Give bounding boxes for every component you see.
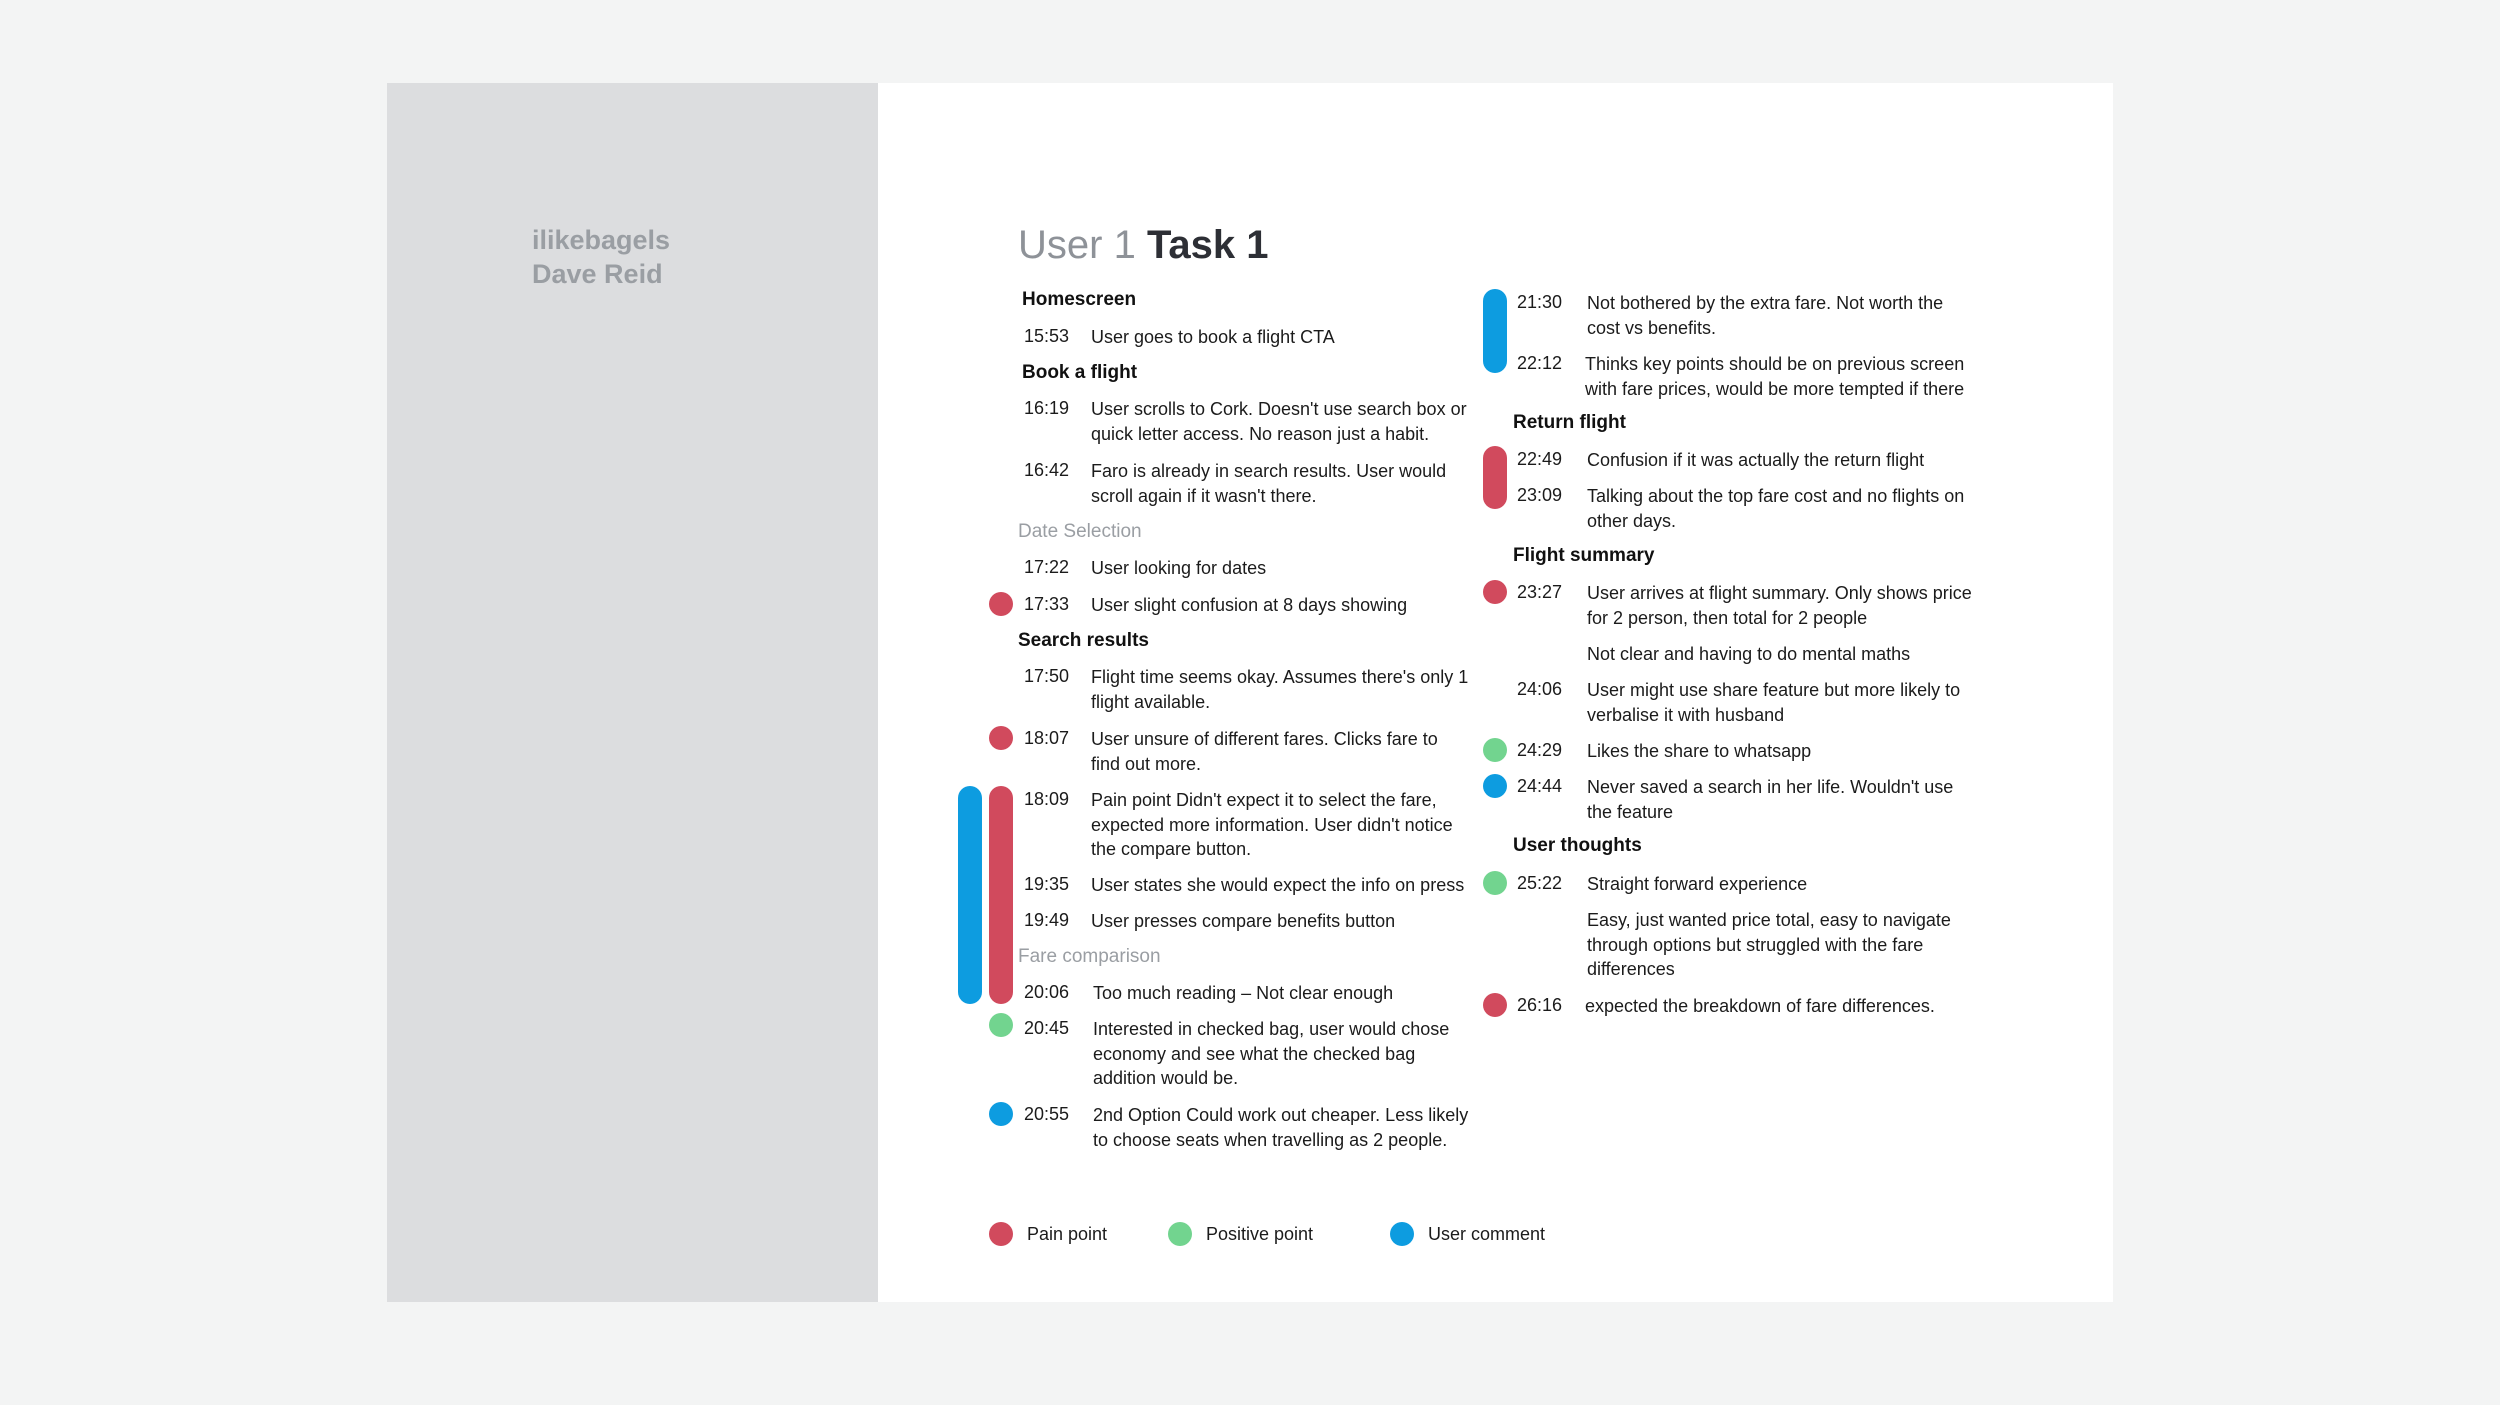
entry-text: Never saved a search in her life. Wouldn't use the feature	[1587, 777, 1954, 822]
entry-time: 18:07	[1024, 728, 1070, 748]
title-user: User 1	[1018, 223, 1136, 267]
entry-time: 17:50	[1024, 666, 1070, 686]
entry-time: 16:42	[1024, 460, 1070, 480]
entry-time: 24:29	[1517, 740, 1563, 760]
entry-text: User unsure of different fares. Clicks fare to find out more.	[1091, 729, 1438, 774]
user-comment-range-bar	[1483, 289, 1507, 373]
entry-time: 20:45	[1024, 1018, 1070, 1038]
entry-time: 20:06	[1024, 982, 1070, 1002]
entry-time: 16:19	[1024, 398, 1070, 418]
pain-point-range-bar	[1483, 446, 1507, 509]
entry-time: 17:22	[1024, 557, 1070, 577]
entry-time: 24:06	[1517, 679, 1563, 699]
entry-text: User arrives at flight summary. Only shows price for 2 person, then total for 2 people	[1587, 583, 1972, 628]
author-name: Dave Reid	[532, 259, 663, 289]
entry-text: User states she would expect the info on press	[1091, 875, 1465, 895]
section-date-selection: Date Selection	[1018, 521, 1142, 542]
user-comment-marker	[989, 1102, 1013, 1126]
entry-time: 21:30	[1517, 292, 1563, 312]
entry-text: User scrolls to Cork. Doesn't use search box or quick letter access. No reason just a habit.	[1091, 399, 1467, 444]
pain-point-marker	[989, 726, 1013, 750]
entry-time: 23:27	[1517, 582, 1563, 602]
entry-text: Straight forward experience	[1587, 874, 1808, 894]
entry-text: User presses compare benefits button	[1091, 911, 1396, 931]
entry-time: 19:49	[1024, 910, 1070, 930]
positive-point-marker	[989, 1013, 1013, 1037]
positive-point-marker	[1483, 738, 1507, 762]
entry-text: Confusion if it was actually the return flight	[1587, 450, 1925, 470]
entry-text: User slight confusion at 8 days showing	[1091, 595, 1408, 615]
entry-text: Pain point Didn't expect it to select the fare, expected more information. User didn't notice the compare button.	[1091, 790, 1453, 859]
page-title	[1018, 218, 1269, 272]
user-comment-marker	[1483, 774, 1507, 798]
entry-time: 17:33	[1024, 594, 1070, 614]
pain-point-marker	[1483, 580, 1507, 604]
title-task: Task 1	[1146, 223, 1269, 267]
entry-text: Thinks key points should be on previous screen with fare prices, would be more tempted if there	[1585, 354, 1965, 399]
pain-point-marker	[1483, 993, 1507, 1017]
entry-text: Likes the share to whatsapp	[1587, 741, 1812, 761]
entry-text: Not clear and having to do mental maths	[1587, 644, 1911, 664]
entry-time: 24:44	[1517, 776, 1563, 796]
entry-text: Flight time seems okay. Assumes there's only 1 flight available.	[1091, 667, 1469, 712]
entry-time: 22:12	[1517, 353, 1563, 373]
section-homescreen: Homescreen	[1022, 289, 1137, 310]
pain-point-range-bar	[989, 786, 1013, 1004]
entry-text: User goes to book a flight CTA	[1091, 327, 1335, 347]
entry-text: User might use share feature but more likely to verbalise it with husband	[1587, 680, 1961, 725]
entry-text: expected the breakdown of fare differences.	[1585, 996, 1935, 1016]
entry-time: 15:53	[1024, 326, 1070, 346]
user-comment-range-bar	[958, 786, 982, 1004]
section-return-flight: Return flight	[1513, 412, 1626, 433]
legend-pain-label: Pain point	[1027, 1224, 1108, 1244]
entry-text: Talking about the top fare cost and no flights on other days.	[1587, 486, 1965, 531]
positive-point-marker	[1483, 871, 1507, 895]
entry-time: 19:35	[1024, 874, 1070, 894]
entry-time: 26:16	[1517, 995, 1563, 1015]
legend-pain-swatch	[989, 1222, 1013, 1246]
section-book-flight: Book a flight	[1022, 362, 1138, 383]
legend-positive-label: Positive point	[1206, 1224, 1314, 1244]
entry-text: User looking for dates	[1091, 558, 1267, 578]
section-search-results: Search results	[1018, 630, 1149, 651]
legend-comment-swatch	[1390, 1222, 1414, 1246]
entry-text: Not bothered by the extra fare. Not worth the cost vs benefits.	[1587, 293, 1944, 338]
legend-positive-swatch	[1168, 1222, 1192, 1246]
legend-comment-label: User comment	[1428, 1224, 1546, 1244]
entry-text: 2nd Option Could work out cheaper. Less likely to choose seats when travelling as 2 people.	[1093, 1105, 1469, 1150]
entry-time: 20:55	[1024, 1104, 1070, 1124]
entry-time: 22:49	[1517, 449, 1563, 469]
entry-time: 23:09	[1517, 485, 1563, 505]
pain-point-marker	[989, 592, 1013, 616]
section-fare-comparison: Fare comparison	[1018, 946, 1161, 967]
entry-time: 18:09	[1024, 789, 1070, 809]
author-handle: ilikebagels	[532, 225, 671, 255]
entry-text: Faro is already in search results. User would scroll again if it wasn't there.	[1091, 461, 1447, 506]
entry-text: Interested in checked bag, user would chose economy and see what the checked bag addition would be.	[1093, 1019, 1450, 1088]
entry-text: Easy, just wanted price total, easy to navigate through options but struggled with the fare differences	[1587, 910, 1951, 979]
section-user-thoughts: User thoughts	[1513, 835, 1642, 856]
entry-time: 25:22	[1517, 873, 1563, 893]
section-flight-summary: Flight summary	[1513, 545, 1655, 566]
entry-text: Too much reading – Not clear enough	[1093, 983, 1394, 1003]
